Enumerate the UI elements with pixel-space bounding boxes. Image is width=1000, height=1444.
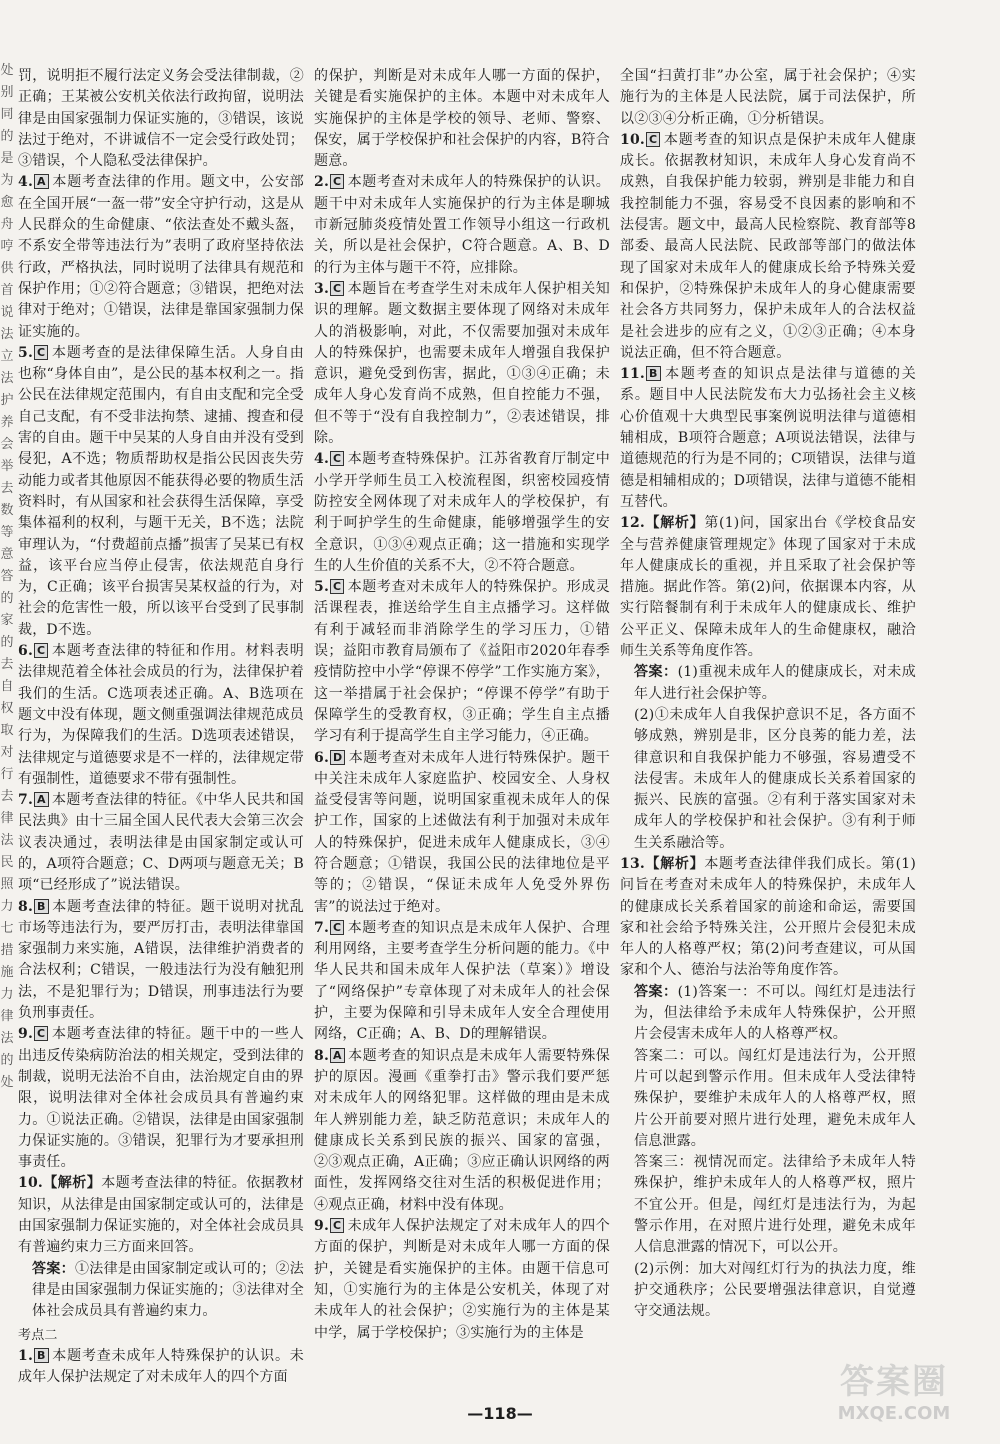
margin-char: 自: [0, 679, 14, 694]
answer-item: [314, 577, 610, 747]
margin-char: 的: [0, 591, 14, 606]
item-number: 4.: [18, 174, 34, 191]
margin-char: 同: [0, 107, 14, 122]
answer-badge: C: [34, 1026, 48, 1041]
answer-continuation: 的保护，判断是对未成年人哪一方面的保护，关键是看实施保护的主体。本题中对未成年人实施保护的主体是学校的领导、老师、警察、保安，属于学校保护和社会保护的内容，B符合题意。: [314, 68, 610, 170]
margin-char: 行: [0, 767, 14, 782]
answer-item: [620, 130, 916, 364]
answer-badge: C: [34, 345, 48, 360]
margin-char: 是: [0, 151, 14, 166]
answer-item: 13.【解析】本题考查法律伴我们成长。第(1)问旨在考查对未成年人的特殊保护，未成年人的健康成长关系着国家的前途和命运，需要国家和社会给予特殊关注，公开照片会侵犯未成年人的人格尊严权；第(2)问考查建议，可从国家和个人、德治与法治等角度作答。: [620, 855, 916, 979]
margin-char: 力: [0, 987, 14, 1002]
margin-char: 数: [0, 503, 14, 518]
item-number: 7.: [18, 792, 34, 809]
margin-char: 等: [0, 525, 14, 540]
analysis-tag: 【解析】: [42, 1175, 102, 1192]
section-heading: 考点二: [18, 1327, 58, 1343]
margin-char: 家: [0, 613, 14, 628]
margin-char: 供: [0, 261, 14, 276]
margin-char: 对: [0, 745, 14, 760]
answer-item: [314, 449, 610, 577]
answer-badge: C: [330, 174, 344, 189]
margin-char: 去: [0, 481, 14, 496]
item-text: 本题旨在考查学生对未成年人保护相关知识的理解。题文数据主要体现了网络对未成年人的消极影响，对此，不仅需要加强对未成年人的特殊保护，也需要未成年人增强自我保护意识，避免受到伤害，据此，①③④正确；未成年人身心发育尚不成熟，但自控能力不强，但不等于“没有自我控制力”，②表述错误，排除。: [314, 280, 610, 447]
answer-badge: C: [330, 920, 344, 935]
answer-item: [18, 172, 304, 342]
item-text: 本题考查法律的特征。《中华人民共和国民法典》由十三届全国人民代表大会第三次会议表决通过，表明法律是由国家制定或认可的，A项符合题意；C、D两项与题意无关；B项“已经形成了”说法错误。: [18, 792, 304, 894]
margin-char: 为: [0, 173, 14, 188]
margin-char: 法: [0, 327, 14, 342]
answer-item: [314, 279, 610, 449]
answer-13-1: 答案：(1)答案一：不可以。闯红灯是违法行为，但法律给予未成年人特殊保护，公开照片会侵害未成年人的人格尊严权。: [634, 983, 916, 1043]
answer-item: [620, 513, 916, 662]
item-text: 第(1)问，国家出台《学校食品安全与营养健康管理规定》体现了国家对于未成年人健康成长的重视，并且采取了社会保护等措施。据此作答。第(2)问，依据课本内容，从实行陪餐制有利于未成年人的健康成长、维护公平正义、保障未成年人的生命健康权，融洽师生关系等角度作答。: [620, 515, 916, 660]
answer-badge: A: [34, 792, 49, 807]
item-number: 7.: [314, 919, 330, 936]
margin-char: 哼: [0, 239, 14, 254]
item-number: 10.: [620, 131, 645, 148]
answer-badge: B: [34, 899, 49, 914]
item-number: 3.: [314, 280, 330, 297]
margin-char: 七: [0, 921, 14, 936]
answer-item: [18, 641, 304, 790]
item-text: 本题考查的知识点是未成年人保护、合理利用网络，主要考查学生分析问题的能力。《中华人民共和国未成年人保护法（草案）》增设了“网络保护”专章体现了对未成年人的社会保护，主要为保障和引导未成年人安全合理使用网络，C正确；A、B、D的理解错误。: [314, 919, 610, 1043]
item-text: 本题考查法律的特征和作用。材料表明法律规范着全体社会成员的行为，法律保护着我们的生活。C选项表述正确。A、B选项在题文中没有体现，题文侧重强调法律规范成员行为，为保障我们的生活。D选项表述错误，法律规定与道德要求是不一样的，法律规定带有强制性，道德要求不带有强制性。: [18, 643, 304, 787]
margin-char: 首: [0, 283, 14, 298]
item-number: 11.: [620, 366, 645, 383]
margin-char: 别: [0, 85, 14, 100]
page-number: —118—: [467, 1404, 533, 1423]
margin-char: 律: [0, 811, 14, 826]
margin-char: 照: [0, 877, 14, 892]
item-number: 2.: [314, 174, 330, 191]
item-number: 8.: [18, 898, 34, 915]
answer-badge: B: [34, 1348, 49, 1363]
answer-item: [314, 748, 610, 918]
answer-badge: C: [646, 132, 660, 147]
item-text: 未成年人保护法规定了对未成年人的四个方面的保护，判断是对未成年人哪一方面的保护，关键是看实施保护的主体。由题干信息可知，①实施行为的主体是公安机关，体现了对未成年人的社会保护；②实施行为的主体是某中学，属于学校保护；③实施行为的主体是: [314, 1218, 610, 1341]
item-number: 10.: [18, 1175, 43, 1192]
item-text: 本题考查对未成年人的特殊保护。形成灵活课程表，推送给学生自主点播学习。这样做有利于减轻而非消除学生的学习压力，①错误；益阳市教育局颁布了《益阳市2020年春季疫情防控中小学“停课不停学”工作实施方案》，这一举措属于社会保护；“停课不停学”有助于保障学生的受教育权，③正确；学生自主点播学习有利于提高学生自主学习能力，④正确。: [314, 579, 610, 745]
item-number: 9.: [18, 1026, 34, 1043]
answer-10: 答案：①法律是由国家制定或认可的；②法律是由国家强制力保证实施的；③法律对全体社会成员具有普遍约束力。: [32, 1260, 304, 1320]
margin-char: 施: [0, 965, 14, 980]
item-text: 本题考查特殊保护。江苏省教育厅制定中小学开学师生员工入校流程图，织密校园疫情防控安全网体现了对未成年人的学校保护，有利于呵护学生的生命健康，能够增强学生的安全意识，①③④观点正确；这一措施和实现学生的人生价值的关系不大，②不符合题意。: [314, 451, 610, 574]
answer-13-4: (2)示例：加大对闯红灯行为的执法力度，维护交通秩序；公民要增强法律意识，自觉遵守交通法规。: [634, 1260, 916, 1320]
item-text: 本题考查对未成年人的特殊保护的认识。题干中对未成年人实施保护的行为主体是聊城市新冠肺炎疫情处置工作领导小组这一行政机关，所以是社会保护，C符合题意。A、B、D的行为主体与题干不符，应排除。: [314, 174, 610, 276]
item-text: 本题考查对未成年人进行特殊保护。题干中关注未成年人家庭监护、校园安全、人身权益受侵害等问题，说明国家重视未成年人的保护工作，国家的上述做法有利于加强对未成年人的特殊保护，促进未成年人健康成长，③④符合题意；①错误，我国公民的法律地位是平等的；②错误，“保证未成年人免受外界伤害”的说法过于绝对。: [314, 749, 610, 915]
answer-item: [620, 364, 916, 513]
answer-12-b: (2)①未成年人自我保护意识不足，各方面不够成熟，辨别是非，区分良莠的能力差，法律意识和自我保护能力不够强，容易遭受不法侵害。未成年人的健康成长关系着国家的振兴、民族的富强。②有利于落实国家对未成年人的学校保护和社会保护。③有利于师生关系融洽等。: [634, 706, 916, 851]
margin-char: 法: [0, 1031, 14, 1046]
answer-item: [18, 1024, 304, 1173]
margin-char: 的: [0, 635, 14, 650]
margin-char: 养: [0, 415, 14, 430]
answer-item: [18, 343, 304, 641]
item-text: 本题考查法律的特征。依据教材知识，从法律是由国家制定或认可的，法律是由国家强制力保证实施的，对全体社会成员具有普遍约束力三方面来回答。: [18, 1175, 304, 1256]
margin-char: 民: [0, 855, 14, 870]
answer-item: [18, 897, 304, 1025]
margin-char: 愈: [0, 195, 14, 210]
margin-char: 说: [0, 305, 14, 320]
item-text: 本题考查的知识点是未成年人需要特殊保护的原因。漫画《重拳打击》警示我们要严惩对未成年人的网络犯罪。这样做的理由是未成年人辨别能力差，缺乏防范意识；未成年人的健康成长关系到民族的振兴、国家的富强，②③观点正确，A正确；③应正确认识网络的两面性，发挥网络交往对生活的积极促进作用；④观点正确，材料中没有体现。: [314, 1047, 610, 1213]
item-number: 6.: [18, 643, 34, 660]
margin-char: 法: [0, 371, 14, 386]
column-left: [18, 66, 304, 1388]
margin-char: 去: [0, 657, 14, 672]
column-right: [620, 66, 916, 1323]
margin-char: 措: [0, 943, 14, 958]
margin-char: 取: [0, 723, 14, 738]
margin-char: 会: [0, 437, 14, 452]
answer-item: [18, 1173, 304, 1258]
margin-char: 权: [0, 701, 14, 716]
answer-badge: D: [330, 750, 345, 765]
margin-char: 举: [0, 459, 14, 474]
answer-13-3: 答案三：视情况而定。法律给予未成年人特殊保护，维护未成年人的人格尊严权，照片不宜公开。但是，闯红灯是违法行为，为起警示作用，在对照片进行处理，避免未成年人信息泄露的情况下，可以公开。: [634, 1154, 916, 1256]
answer-13-2: 答案二：可以。闯红灯是违法行为，公开照片可以起到警示作用。但未成年人受法律特殊保护，要维护未成年人的人格尊严权，照片公开前要对照片进行处理，避免未成年人信息泄露。: [634, 1047, 916, 1149]
item-number: 6.: [314, 749, 330, 766]
answer-12-a: 答案：(1)重视未成年人的健康成长，对未成年人进行社会保护等。: [634, 664, 916, 702]
item-number: 4.: [314, 451, 330, 468]
margin-char: 法: [0, 833, 14, 848]
item-text: 本题考查法律的特征。题干说明对扰乱市场等违法行为，要严厉打击，表明法律靠国家强制力来实施，A错误，法律维护消费者的合法权利；C错误，一般违法行为没有触犯刑法，不是犯罪行为；D错误，刑事违法行为要负刑事责任。: [18, 898, 304, 1022]
item-number: 9.: [314, 1218, 330, 1235]
item-text: 本题考查的是法律保障生活。人身自由也称“身体自由”，是公民的基本权利之一。指公民在法律规定范围内，有自由支配和完全受自己支配，有不受非法拘禁、逮捕、搜查和侵害的自由。题干中吴某的人身自由并没有受到侵犯，A不选；物质帮助权是指公民因丧失劳动能力或者其他原因不能获得必要的物质生活资料时，有从国家和社会获得生活保障，享受集体福利的权利，与题干无关，B不选；法院审理认为，“付费超前点播”损害了吴某已有权益，该平台应当停止侵害，依法规范自身行为，C正确；该平台损害吴某权益的行为，对社会的危害性一般，所以该平台受到了民事制裁，D不选。: [18, 344, 304, 638]
item-number: 12.: [620, 515, 645, 532]
item-number: 5.: [18, 344, 34, 361]
item-text: 本题考查的知识点是保护未成年人健康成长。依据教材知识，未成年人身心发育尚不成熟，自我保护能力较弱，辨别是非能力和自我控制能力不强，容易受不良因素的影响和不法侵害。题文中，最高人民检察院、教育部等8部委、最高人民法院、民政部等部门的做法体现了国家对未成年人的健康成长给予特殊关爱和保护，②特殊保护未成年人的身心健康需要社会各方共同努力，保护未成年人的合法权益是社会进步的应有之义，①②③正确；④本身说法正确，但不符合题意。: [620, 131, 916, 361]
margin-char: 答: [0, 569, 14, 584]
answer-item: [314, 1046, 610, 1216]
margin-char: 的: [0, 1053, 14, 1068]
answer-badge: A: [34, 174, 49, 189]
margin-char: 律: [0, 1009, 14, 1024]
answer-badge: C: [330, 281, 344, 296]
item-number: 5.: [314, 579, 330, 596]
answer-continuation: 全国“扫黄打非”办公室，属于社会保护；④实施行为的主体是人民法院，属于司法保护，所以②③④分析正确，①分析错误。: [620, 68, 916, 127]
answer-badge: C: [330, 1218, 344, 1233]
left-margin-fragments: [0, 60, 14, 1410]
item-number: 8.: [314, 1047, 330, 1064]
margin-char: 处: [0, 63, 14, 78]
answer-badge: B: [646, 366, 661, 381]
margin-char: 的: [0, 129, 14, 144]
answer-item: [314, 172, 610, 278]
item-text: 本题考查法律的特征。题干中的一些人出违反传染病防治法的相关规定，受到法律的制裁，说明无法治不自由，法治规定自由的界限，说明法律对全体社会成员具有普遍约束力。①说法正确。②错误，法律是由国家强制力保证实施的。③错误，犯罪行为才要承担刑事责任。: [18, 1026, 304, 1171]
answer-badge: A: [330, 1048, 345, 1063]
watermark-logo: 答案圈 MXQE.COM: [837, 1362, 951, 1424]
answer-item: [314, 918, 610, 1046]
margin-char: 护: [0, 393, 14, 408]
margin-char: 力: [0, 899, 14, 914]
answer-continuation: 罚，说明拒不履行法定义务会受法律制裁，②正确；王某被公安机关依法行政拘留，说明法律是由国家强制力保证实施的，③错误，该说法过于绝对，不讲诚信不一定会受行政处罚；③错误，个人隐私受法律保护。: [18, 68, 304, 170]
margin-char: 舟: [0, 217, 14, 232]
answer-item: 1. B 本题考查未成年人特殊保护的认识。未成年人保护法规定了对未成年人的四个方面: [18, 1347, 304, 1386]
answer-badge: C: [34, 643, 48, 658]
column-middle: [314, 66, 610, 1344]
margin-char: 去: [0, 789, 14, 804]
answer-item: [18, 790, 304, 896]
margin-char: 处: [0, 1075, 14, 1090]
analysis-tag: 【解析】: [644, 515, 705, 532]
margin-char: 意: [0, 547, 14, 562]
answer-badge: C: [330, 579, 344, 594]
answer-item: [314, 1216, 610, 1344]
answer-badge: C: [330, 451, 344, 466]
margin-char: 立: [0, 349, 14, 364]
item-text: 本题考查的知识点是法律与道德的关系。题目中人民法院发布大力弘扬社会主义核心价值观十大典型民事案例说明法律与道德相辅相成，B项符合题意；A项说法错误，法律与道德规范的行为是不同的；C项错误，法律与道德是相辅相成的；D项错误，法律与道德不能相互替代。: [620, 366, 916, 510]
item-text: 本题考查法律的作用。题文中，公安部在全国开展“一盔一带”安全守护行动，这是从人民群众的生命健康、“依法查处不戴头盔，不系安全带等违法行为”表明了政府坚持依法行政，严格执法，同时说明了法律具有规范和保护作用；①②符合题意；③错误，把绝对法律对于绝对；①错误，法律是靠国家强制力保证实施的。: [18, 174, 304, 340]
